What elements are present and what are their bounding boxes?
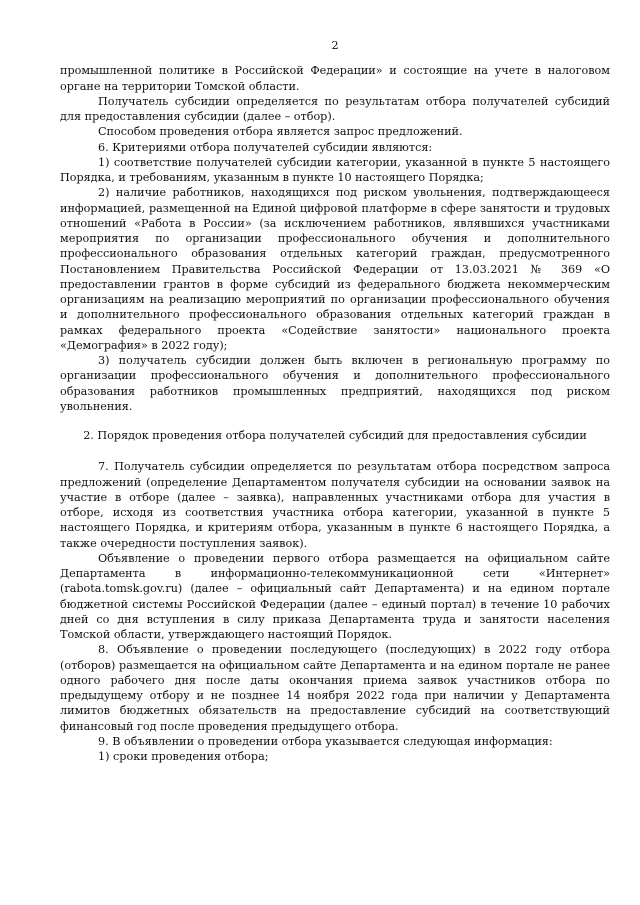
paragraph: 1) сроки проведения отбора; <box>98 750 269 763</box>
paragraph: 8. Объявление о проведении последующего (последующих) в 2022 году отбора (отборов) размещается на официальном сайте Департамента и на едином портале не ранее одного рабочего дня после даты окончания приема заявок участников отбора по предыдущему отбору и не позднее 14 ноября 2022 года при наличии у Департамента лимитов бюджетных обязательств на предоставление субсидий на соответствующий финансовый год после проведения предыдущего отбора. <box>60 643 610 733</box>
paragraph: 1) соответствие получателей субсидии категории, указанной в пункте 5 настоящего Порядка, и требованиям, указанным в пункте 10 настоящего Порядка; <box>60 155 610 184</box>
paragraph: 7. Получатель субсидии определяется по результатам отбора посредством запроса предложений (определение Департаментом получателя субсидии на основании заявок на участие в отборе (далее – заявка), направленных участниками отбора для участия в отборе, исходя из соответствия участника отбора категории, указанной в пункте 5 настоящего Порядка, и критериям отбора, указанным в пункте 6 настоящего Порядка, а также очередности поступления заявок). <box>60 460 610 550</box>
paragraph: промышленной политике в Российской Федерации» и состоящие на учете в налоговом органе на территории Томской области. <box>60 64 610 93</box>
paragraph: 2) наличие работников, находящихся под риском увольнения, подтверждающееся информацией, размещенной на Единой цифровой платформе в сфере занятости и трудовых отношений «Работа в России» (за исключением работников, являвшихся участниками мероприятия по организации профессионального обучения и дополнительного профессионального образования отдельных категорий граждан, предусмотренного Постановлением Правительства Российской Федерации от 13.03.2021 № 369 «О предоставлении грантов в форме субсидий из федерального бюджета некоммерческим организациям на реализацию мероприятий по организации профессионального обучения и дополнительного профессионального образования отдельных категорий граждан в рамках федерального проекта «Содействие занятости» национального проекта «Демография» в 2022 году); <box>60 186 610 352</box>
paragraph: Способом проведения отбора является запрос предложений. <box>98 125 463 139</box>
section-heading: 2. Порядок проведения отбора получателей субсидий для предоставления субсидии <box>83 429 587 442</box>
paragraph: Объявление о проведении первого отбора размещается на официальном сайте Департамента в информационно-телекоммуникационной сети «Интернет» (rabota.tomsk.gov.ru) (далее – официальный сайт Департамента) и на едином портале бюджетной системы Российской Федерации (далее – единый портал) в течение 10 рабочих дней со дня вступления в силу приказа Департамента труда и занятости населения Томской области, утверждающего настоящий Порядок. <box>60 551 610 641</box>
paragraph: 6. Критериями отбора получателей субсидии являются: <box>98 140 433 154</box>
paragraph: 9. В объявлении о проведении отбора указывается следующая информация: <box>98 734 553 748</box>
paragraph: 3) получатель субсидии должен быть включен в региональную программу по организации профессионального обучения и дополнительного профессионального образования работников промышленных предприятий, находящихся под риском увольнения. <box>60 354 610 413</box>
paragraph: Получатель субсидии определяется по результатам отбора получателей субсидий для предоставления субсидии (далее – отбор). <box>60 94 610 123</box>
page-number: 2 <box>331 39 339 52</box>
